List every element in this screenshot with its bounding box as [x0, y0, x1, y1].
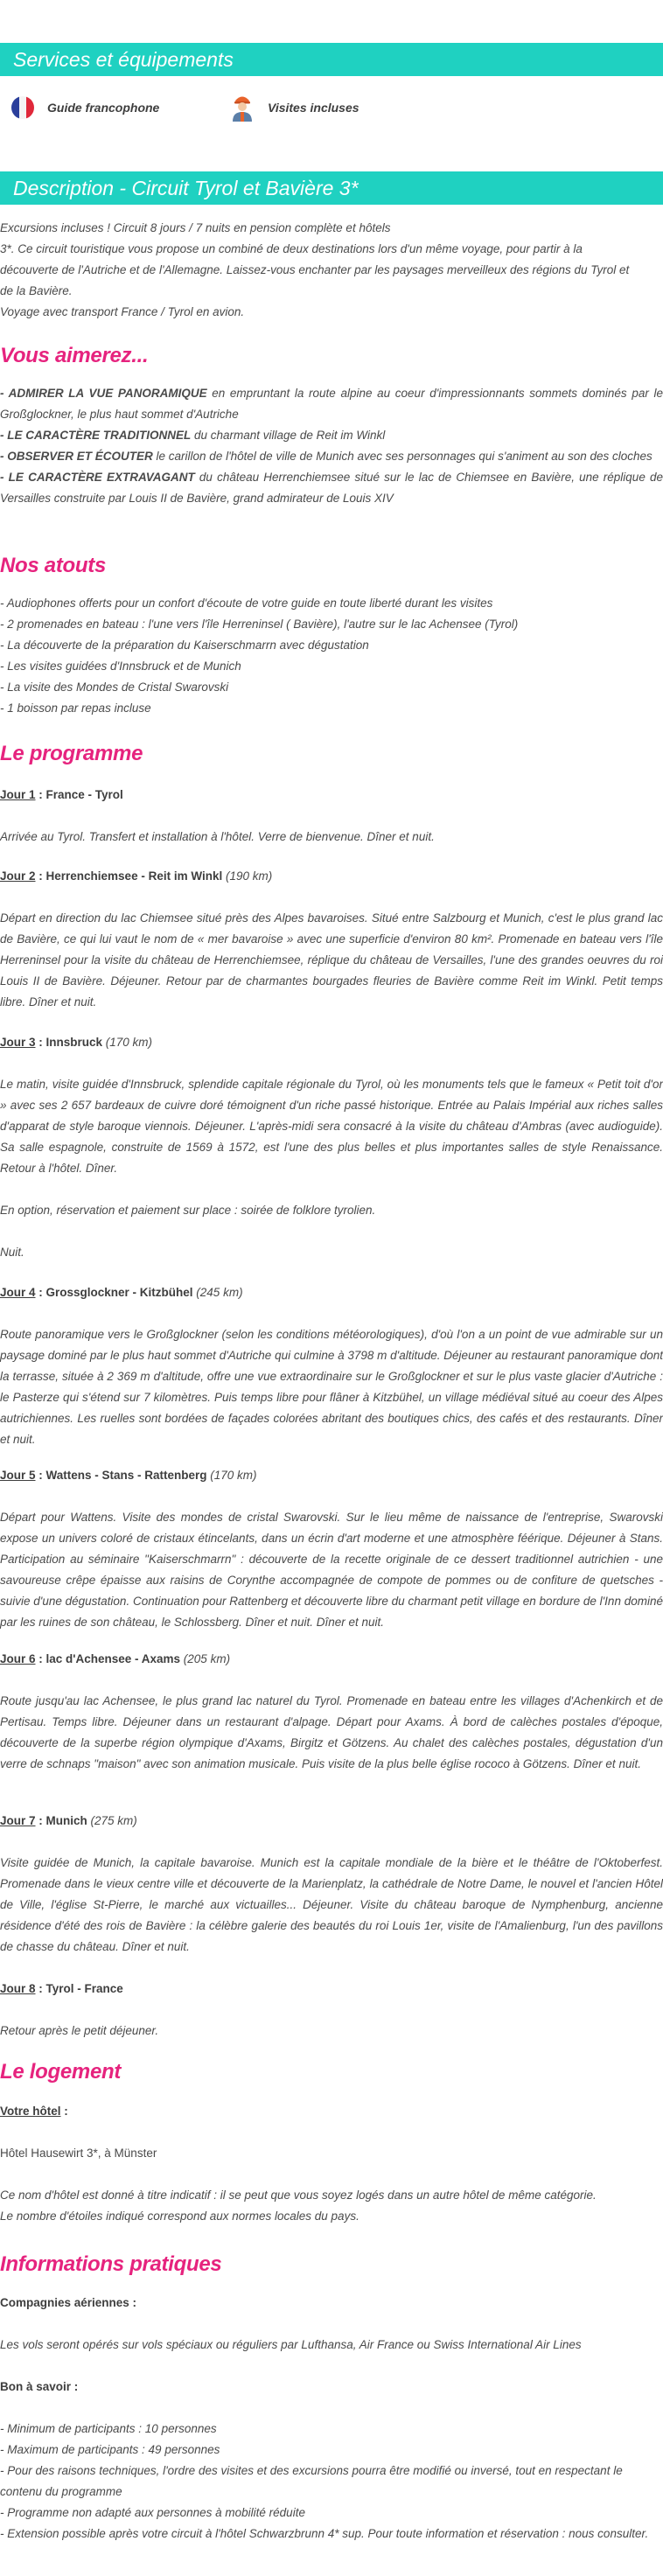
day-name: : France - Tyrol	[35, 788, 123, 801]
airlines-text: Les vols seront opérés sur vols spéciaux ou réguliers par Lufthansa, Air France ou Swiss International Air Lines	[0, 2338, 582, 2351]
day-text: En option, réservation et paiement sur place : soirée de folklore tyrolien.	[0, 1204, 376, 1217]
hotel-note: Le nombre d'étoiles indiqué correspond aux normes locales du pays.	[0, 2209, 359, 2223]
aimerez-item	[0, 383, 663, 425]
day-text: Départ en direction du lac Chiemsee situé près des Alpes bavaroises. Situé entre Salzbourg et Munich, c'est le plus grand lac de Bavière, ce qui lui vaut le nom de « mer bavaroise » avec une superficie d'environ 80 km². Promenade en bateau vers l'île Herreninsel pour la visite du château de Herrenchiemsee, réplique du château de Versailles, l'une des grandes oeuvres du roi Louis II de Bavière. Déjeuner. Retour par de charmantes bourgades fleuries de Bavière comme Reit im Winkl. Petit temps libre. Dîner et nuit.	[0, 911, 663, 1009]
day-title	[0, 1979, 663, 2000]
day-2	[0, 866, 663, 1013]
bon-label: Bon à savoir :	[0, 2380, 79, 2393]
aimerez-item-text: du charmant village de Reit im Winkl	[191, 429, 386, 442]
day-name: : Munich	[35, 1814, 87, 1827]
atouts-item: - 1 boisson par repas incluse	[0, 702, 151, 715]
day-title	[0, 866, 663, 887]
day-name: : Grossglockner - Kitzbühel	[35, 1286, 193, 1299]
day-8	[0, 1979, 663, 2042]
day-3	[0, 1032, 663, 1263]
day-title	[0, 1465, 663, 1486]
hotel-note: Ce nom d'hôtel est donné à titre indicatif : il se peut que vous soyez logés dans un autre hôtel de même catégorie.	[0, 2189, 597, 2202]
day-5	[0, 1465, 663, 1633]
hotel-label-line	[0, 2101, 663, 2122]
pratiques-heading: Informations pratiques	[0, 2252, 222, 2276]
description-line: Excursions incluses ! Circuit 8 jours / 7 nuits en pension complète et hôtels	[0, 221, 391, 234]
bon-item: - Pour des raisons techniques, l'ordre des visites et des excursions pourra être modifié ou inversé, tout en respectant le contenu du programme	[0, 2464, 623, 2498]
atouts-item: - Les visites guidées d'Innsbruck et de Munich	[0, 660, 241, 673]
day-name: : Wattens - Stans - Rattenberg	[35, 1469, 207, 1482]
day-1	[0, 785, 663, 848]
services-title: Services et équipements	[13, 48, 234, 71]
bon-item: - Extension possible après votre circuit à l'hôtel Schwarzbrunn 4* sup. Pour toute information et réservation : nous consulter.	[0, 2527, 649, 2540]
day-number: Jour 1	[0, 788, 36, 801]
day-6	[0, 1649, 663, 1775]
day-name: : Innsbruck	[35, 1036, 103, 1049]
services-banner	[0, 43, 663, 76]
logement-block	[0, 2101, 663, 2227]
aimerez-item-bold: - OBSERVER ET ÉCOUTER	[0, 450, 153, 463]
guide-person-icon	[229, 93, 255, 122]
pratiques-block	[0, 2293, 663, 2545]
hotel-label-suffix: :	[60, 2105, 68, 2118]
day-name: : Herrenchiemsee - Reit im Winkl	[35, 869, 223, 883]
hotel-name: Hôtel Hausewirt 3*, à Münster	[0, 2147, 157, 2160]
day-title	[0, 1649, 663, 1670]
day-text: Retour après le petit déjeuner.	[0, 2024, 159, 2037]
aimerez-item-bold: - ADMIRER LA VUE PANORAMIQUE	[0, 387, 207, 400]
aimerez-item-text: le carillon de l'hôtel de ville de Munich avec ses personnages qui s'animent au son des cloches	[152, 450, 653, 463]
french-flag-icon	[10, 95, 35, 120]
bon-item: - Minimum de participants : 10 personnes	[0, 2422, 217, 2435]
hotel-label: Votre hôtel	[0, 2105, 61, 2118]
atouts-item: - La découverte de la préparation du Kaiserschmarrn avec dégustation	[0, 639, 369, 652]
description-banner	[0, 171, 663, 205]
day-number: Jour 6	[0, 1652, 36, 1665]
day-number: Jour 5	[0, 1469, 36, 1482]
day-distance: (190 km)	[222, 869, 273, 883]
day-text: Départ pour Wattens. Visite des mondes de cristal Swarovski. Sur le lieu même de naissance de l'entreprise, Swarovski expose un univers coloré de cristaux étincelants, dans un écrin d'art moderne et une atmosphère féérique. Déjeuner à Stans. Participation au séminaire "Kaiserschmarrn" : découverte de la recette originale de ce dessert traditionnel autrichien - une savoureuse crêpe épaisse aux raisins de Corynthe accompagnée de compote de pommes ou de confiture de quetsches - suivie d'une dégustation. Continuation pour Rattenberg et découverte libre du charmant petit village en bordure de l'Inn dominé par les ruines de son château, le Schlossberg. Dîner et nuit. Dîner et nuit.	[0, 1511, 663, 1629]
atouts-heading: Nos atouts	[0, 554, 107, 577]
day-distance: (170 km)	[102, 1036, 153, 1049]
aimerez-item	[0, 467, 663, 509]
day-text: Nuit.	[0, 1246, 24, 1259]
day-distance: (275 km)	[87, 1814, 137, 1827]
day-7	[0, 1811, 663, 1958]
atouts-list	[0, 593, 663, 719]
day-number: Jour 8	[0, 1982, 36, 1995]
description-line: Voyage avec transport France / Tyrol en avion.	[0, 305, 245, 318]
day-text: Arrivée au Tyrol. Transfert et installation à l'hôtel. Verre de bienvenue. Dîner et nuit.	[0, 830, 435, 843]
aimerez-item	[0, 425, 663, 446]
airlines-label: Compagnies aériennes :	[0, 2296, 137, 2309]
day-number: Jour 4	[0, 1286, 36, 1299]
atouts-item: - La visite des Mondes de Cristal Swarovski	[0, 681, 229, 694]
service-guide	[10, 90, 159, 125]
description-title: Description - Circuit Tyrol et Bavière 3*	[13, 177, 359, 199]
day-title	[0, 1811, 663, 1832]
day-title	[0, 785, 663, 806]
atouts-item: - 2 promenades en bateau : l'une vers l'île Herreninsel ( Bavière), l'autre sur le lac Achensee (Tyrol)	[0, 618, 519, 631]
aimerez-item-text: en empruntant la route alpine au coeur d'impressionnants sommets dominés par le Großglockner, le plus haut sommet d'Autriche	[0, 387, 663, 421]
day-text: Route jusqu'au lac Achensee, le plus grand lac naturel du Tyrol. Promenade en bateau entre les villages d'Achenkirch et de Pertisau. Temps libre. Déjeuner dans un restaurant d'alpage. Départ pour Axams. À bord de calèches postales d'époque, découverte de la superbe région olympique d'Axams, Birgitz et Götzens. Au chalet des calèches postales, dégustation d'un verre de schnaps "maison" avec son animation musicale. Puis visite de la plus belle église rococo à Götzens. Dîner et nuit.	[0, 1694, 663, 1770]
day-text: Visite guidée de Munich, la capitale bavaroise. Munich est la capitale mondiale de la bière et le théâtre de l'Oktoberfest. Promenade dans le vieux centre ville et découverte de la Marienplatz, la cathédrale de Notre Dame, le nouvel et l'ancien Hôtel de Ville, l'église St-Pierre, le marché aux victuailles... Déjeuner. Visite du château baroque de Nymphenburg, ancienne résidence d'été des rois de Bavière : la célèbre galerie des beautés du roi Louis 1er, visite de l'Amalienburg, l'un des pavillons de chasse du château. Dîner et nuit.	[0, 1856, 663, 1953]
day-number: Jour 7	[0, 1814, 36, 1827]
day-name: : lac d'Achensee - Axams	[35, 1652, 181, 1665]
bon-item: - Programme non adapté aux personnes à mobilité réduite	[0, 2506, 305, 2519]
day-4	[0, 1282, 663, 1450]
description-line: 3*. Ce circuit touristique vous propose un combiné de deux destinations lors d'un même voyage, pour partir à la	[0, 242, 583, 255]
service-guide-label: Guide francophone	[47, 101, 160, 115]
day-title	[0, 1032, 663, 1053]
day-distance: (205 km)	[180, 1652, 231, 1665]
day-name: : Tyrol - France	[35, 1982, 123, 1995]
atouts-item: - Audiophones offerts pour un confort d'écoute de votre guide en toute liberté durant les visites	[0, 597, 493, 610]
aimerez-item	[0, 446, 663, 467]
day-title	[0, 1282, 663, 1303]
bon-item: - Maximum de participants : 49 personnes	[0, 2443, 220, 2456]
aimerez-item-text: du château Herrenchiemsee situé sur le lac de Chiemsee en Bavière, une réplique de Versailles construite par Louis II de Bavière, grand admirateur de Louis XIV	[0, 471, 663, 505]
aimerez-item-bold: - LE CARACTÈRE EXTRAVAGANT	[0, 471, 195, 484]
day-text: Le matin, visite guidée d'Innsbruck, splendide capitale régionale du Tyrol, où les monuments tels que le fameux « Petit toit d'or » avec ses 2 657 bardeaux de cuivre doré témoignent d'un riche passé historique. Entrée au Palais Impérial aux riches salles d'apparat de style baroque viennois. Déjeuner. L'après-midi sera consacré à la visite du château d'Ambras (avec audioguide). Sa salle espagnole, construite de 1569 à 1572, est l'une des plus belles et plus importantes salles de style Renaissance. Retour à l'hôtel. Dîner.	[0, 1078, 663, 1175]
description-text	[0, 218, 663, 323]
aimerez-list	[0, 383, 663, 509]
day-distance: (245 km)	[192, 1286, 243, 1299]
day-text: Route panoramique vers le Großglockner (selon les conditions météorologiques), d'où l'on a un point de vue admirable sur un paysage dominé par le plus haut sommet d'Autriche qui culmine à 3798 m d'altitude. Déjeuner au restaurant panoramique dont la terrasse, située à 2 369 m d'altitude, offre une vue extraordinaire sur le Großglockner et sur le plus vaste glacier d'Autriche : le Pasterze qui s'étend sur 7 kilomètres. Puis temps libre pour flâner à Kitzbühel, un village médiéval situé au coeur des Alpes autrichiennes. Les ruelles sont bordées de façades colorées abritant des boutiques chics, des cafés et des restaurants. Dîner et nuit.	[0, 1328, 663, 1446]
service-visits-label: Visites incluses	[268, 101, 359, 115]
description-line: de la Bavière.	[0, 284, 73, 297]
day-number: Jour 3	[0, 1036, 36, 1049]
description-line: découverte de l'Autriche et de l'Allemagne. Laissez-vous enchanter par les paysages merveilleux des régions du Tyrol et	[0, 263, 630, 276]
aimerez-item-bold: - LE CARACTÈRE TRADITIONNEL	[0, 429, 192, 442]
aimerez-heading: Vous aimerez...	[0, 344, 149, 367]
logement-heading: Le logement	[0, 2060, 122, 2084]
programme-heading: Le programme	[0, 742, 143, 765]
service-visits	[229, 90, 359, 125]
day-number: Jour 2	[0, 869, 36, 883]
day-distance: (170 km)	[206, 1469, 257, 1482]
